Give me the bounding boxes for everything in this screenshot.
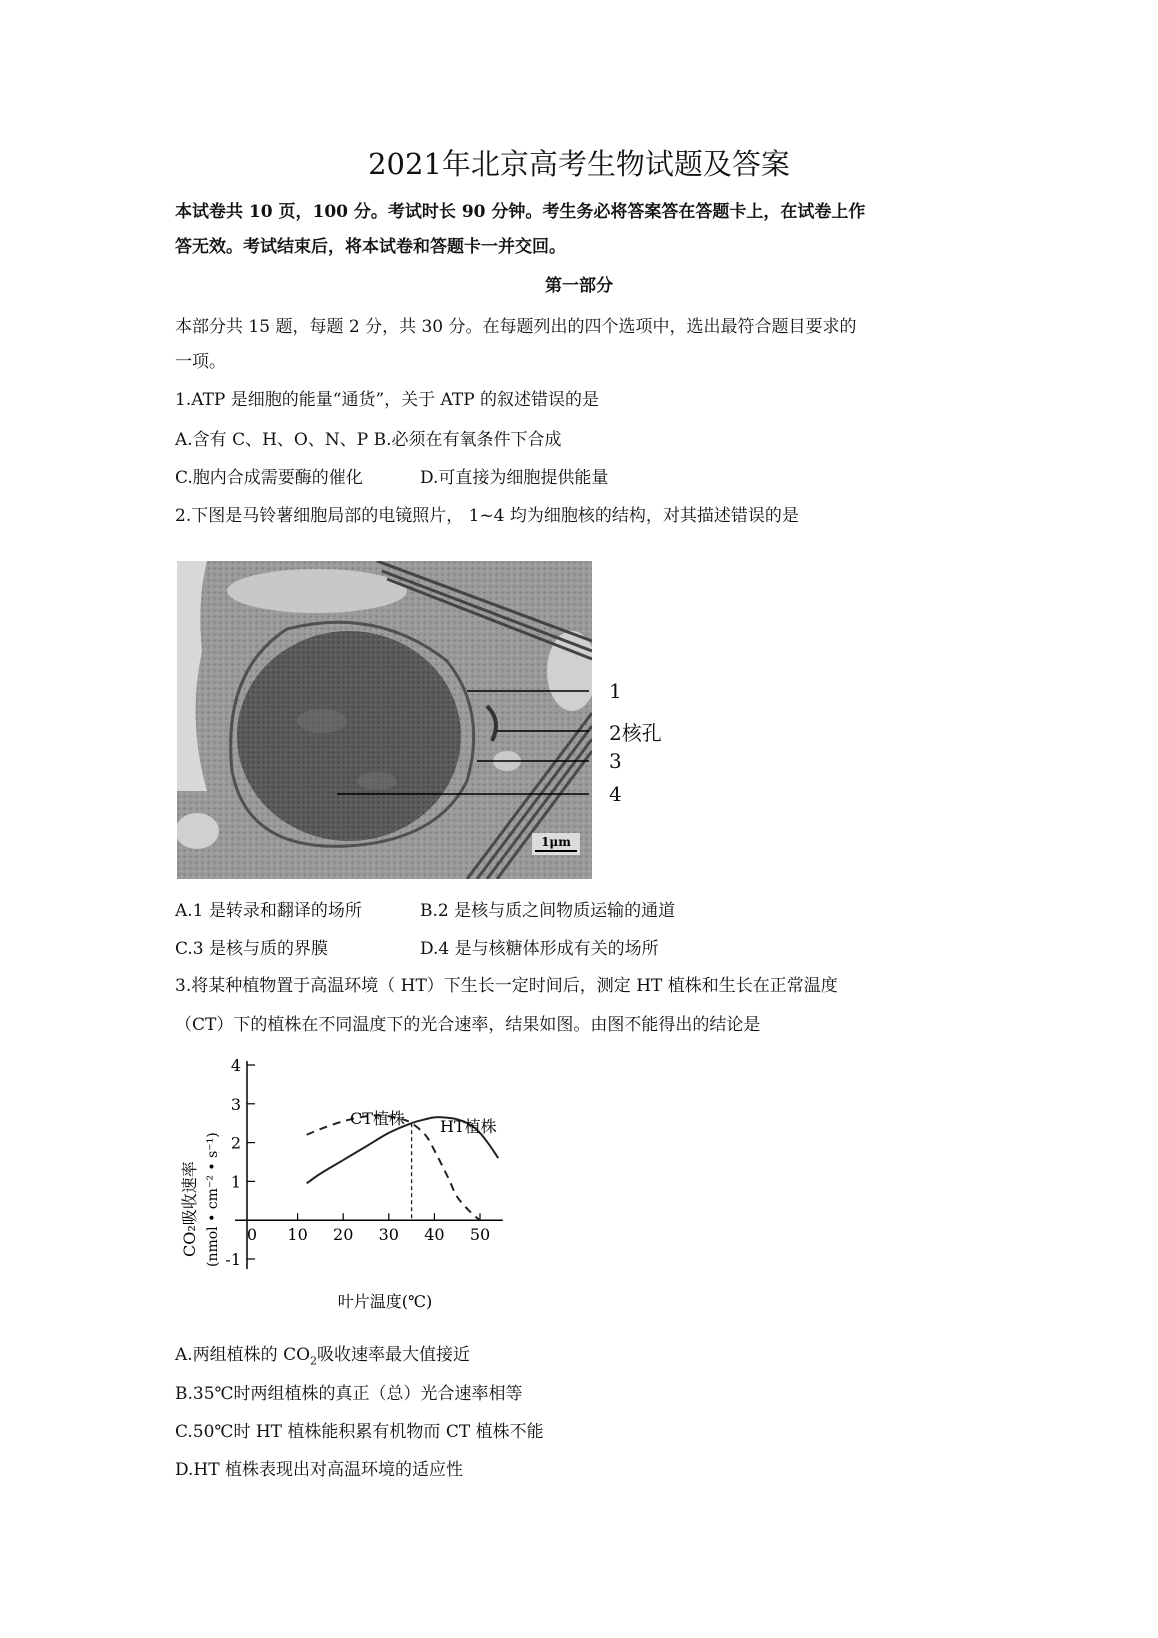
q3-option-a: A.两组植株的 $CO_2$吸收速率最大值接近 xyxy=(175,1345,471,1368)
x-tick-label: 10 xyxy=(287,1225,308,1245)
x-tick-label: 50 xyxy=(469,1225,491,1245)
micrograph-label-2: 2核孔 xyxy=(609,721,662,745)
y-tick-label: 3 xyxy=(230,1094,241,1114)
x-tick-label: 20 xyxy=(333,1225,354,1245)
chart-ylabel-line-1: CO₂吸收速率 xyxy=(180,1161,199,1257)
nucleolus-region xyxy=(237,631,461,841)
q3-option-d: D.HT 植株表现出对高温环境的适应性 xyxy=(175,1460,463,1480)
micrograph-label-4: 4 xyxy=(609,782,622,806)
vacuole-bottom-left xyxy=(177,813,219,849)
x-tick-label: 40 xyxy=(424,1225,445,1245)
micrograph-svg xyxy=(177,561,592,879)
series-label-ht: HT植株 xyxy=(440,1117,497,1136)
intro-line-1: 本试卷共 10 页，100 分。考试时长 90 分钟。考生务必将答案答在答题卡上，在试卷上作 xyxy=(175,202,866,222)
series-label-ct: CT植株 xyxy=(350,1109,405,1128)
chart-axes xyxy=(235,1061,503,1269)
q1-stem: 1.ATP 是细胞的能量“通货”，关于 ATP 的叙述错误的是 xyxy=(175,390,600,410)
x-tick-label: 30 xyxy=(378,1225,399,1245)
y-tick-label: 4 xyxy=(230,1056,241,1075)
photosynthesis-chart xyxy=(175,1052,555,1327)
chart-ylabel-line-2: (nmol • cm⁻² • s⁻¹) xyxy=(205,1132,221,1267)
vacuole-top xyxy=(227,569,407,613)
micrograph-label-1: 1 xyxy=(609,679,622,703)
chart-ticks xyxy=(225,1056,490,1269)
q1-options-ab: A.含有 C、H、O、N、P B.必须在有氧条件下合成 xyxy=(175,430,562,450)
q3-stem-line-2: （CT）下的植株在不同温度下的光合速率，结果如图。由图不能得出的结论是 xyxy=(175,1015,761,1035)
part-heading: 第一部分 xyxy=(545,276,613,296)
chart-xlabel: 叶片温度(℃) xyxy=(337,1292,433,1311)
q2-stem: 2.下图是马铃薯细胞局部的电镜照片， 1~4 均为细胞核的结构，对其描述错误的是 xyxy=(175,506,799,526)
q2-option-d: D.4 是与核糖体形成有关的场所 xyxy=(420,939,659,959)
x-tick-label: 0 xyxy=(246,1225,258,1245)
q2-option-c: C.3 是核与质的界膜 xyxy=(175,939,329,959)
q2-option-b: B.2 是核与质之间物质运输的通道 xyxy=(420,901,676,921)
page-title: 2021年北京高考生物试题及答案 xyxy=(368,147,790,181)
intro-line-2: 答无效。考试结束后，将本试卷和答题卡一并交回。 xyxy=(175,237,566,257)
y-tick-label: 1 xyxy=(230,1172,241,1192)
q3-option-c: C.50℃时 HT 植株能积累有机物而 CT 植株不能 xyxy=(175,1422,544,1442)
y-tick-label: 2 xyxy=(230,1133,241,1153)
chart-svg xyxy=(175,1052,555,1327)
micrograph-label-3: 3 xyxy=(609,749,622,773)
q3-stem-line-1: 3.将某种植物置于高温环境（ HT）下生长一定时间后，测定 HT 植株和生长在正常温度 xyxy=(175,976,838,996)
electron-micrograph xyxy=(177,561,592,879)
q1-option-d: D.可直接为细胞提供能量 xyxy=(420,468,609,488)
q2-option-a: A.1 是转录和翻译的场所 xyxy=(175,901,362,921)
scale-bar-label: 1μm xyxy=(541,835,571,849)
part-desc-line-1: 本部分共 15 题，每题 2 分，共 30 分。在每题列出的四个选项中，选出最符合题目要求的 xyxy=(175,317,857,337)
q1-option-c: C.胞内合成需要酶的催化 xyxy=(175,468,363,488)
y-tick-label: -1 xyxy=(225,1250,241,1269)
q3-option-b: B.35℃时两组植株的真正（总）光合速率相等 xyxy=(175,1384,523,1404)
part-desc-line-2: 一项。 xyxy=(175,352,226,372)
